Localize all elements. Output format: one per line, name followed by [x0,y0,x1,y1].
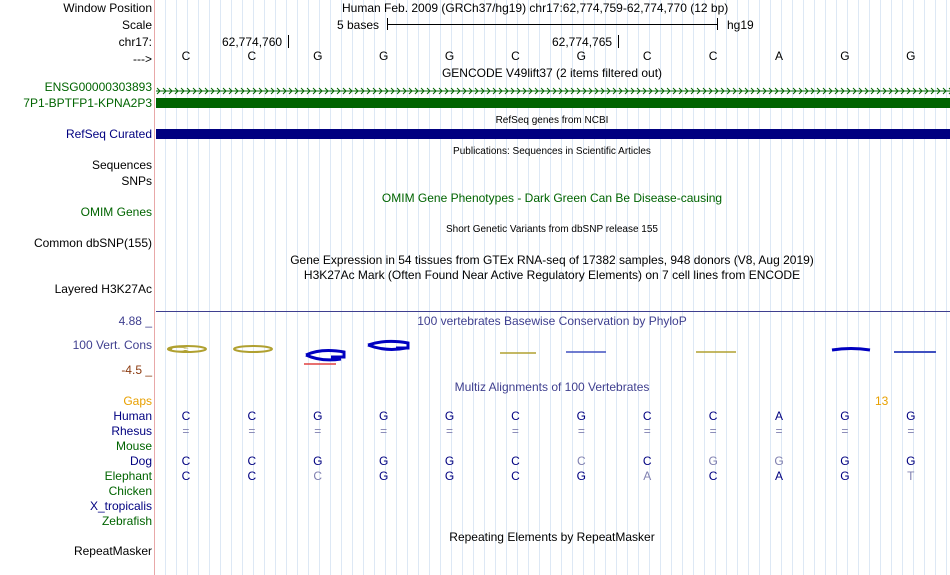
track-label-dbsnp[interactable]: Common dbSNP(155) [33,236,152,250]
rhesus-base: = [380,424,388,438]
h3k27ac-track-title: H3K27Ac Mark (Often Found Near Active Regulatory Elements) on 7 cell lines from ENCODE [303,268,801,282]
scale-bar-right-tick [717,18,718,30]
phylop-mark-2 [234,346,272,352]
human-base: G [576,409,587,423]
phylop-logo [156,336,950,370]
track-label-omim[interactable]: OMIM Genes [80,205,152,219]
scale-bases-text: 5 bases [337,18,380,32]
phylop-top-line [156,311,950,312]
human-base: C [511,409,520,423]
scale-bar [387,24,718,25]
rhesus-base: = [643,424,651,438]
dbsnp-track-title: Short Genetic Variants from dbSNP release 155 [446,224,658,235]
elephant-base: G [378,469,389,483]
elephant-base: G [576,469,587,483]
species-label-chicken[interactable]: Chicken [108,484,152,498]
base-letter: C [247,49,257,63]
phylop-mark-11 [832,349,870,351]
rhesus-base: = [248,424,256,438]
base-sequence-row [0,49,950,64]
rhesus-base: = [446,424,454,438]
repeatmasker-track-title: Repeating Elements by RepeatMasker [449,530,655,544]
gene-track-bptfp1[interactable] [156,98,950,108]
dog-base: C [511,454,520,468]
position-tick-1 [288,35,289,48]
rhesus-base: = [841,424,849,438]
base-letter: G [840,49,850,63]
track-label-ensg[interactable]: ENSG00000303893 [44,80,152,94]
phylop-mark-4 [368,341,408,349]
phylop-mark-3 [306,351,344,360]
human-base: C [642,409,652,423]
species-label-human[interactable]: Human [113,409,152,423]
dog-base: C [247,454,257,468]
base-letter: C [642,49,652,63]
elephant-base: T [907,469,915,483]
refseq-gene-bar[interactable] [156,129,950,139]
dog-base: C [577,454,586,468]
omim-track-title: OMIM Gene Phenotypes - Dark Green Can Be Disease-causing [381,191,723,205]
dog-base: G [774,454,784,468]
base-letter: G [576,49,587,63]
human-base: G [444,409,455,423]
rhesus-base: = [907,424,915,438]
dog-base: C [642,454,652,468]
gtex-track-title: Gene Expression in 54 tissues from GTEx RNA-seq of 17382 samples, 948 donors (V8, Aug 2019) [290,253,814,267]
dog-base: G [313,454,323,468]
rhesus-base: = [314,424,322,438]
scale-assembly-text: hg19 [727,18,754,32]
rhesus-base: = [511,424,519,438]
track-label-repeatmasker[interactable]: RepeatMasker [73,544,152,558]
publications-track-title: Publications: Sequences in Scientific Articles [453,146,651,157]
track-label-gene2[interactable]: 7P1-BPTFP1-KPNA2P3 [23,96,152,110]
elephant-base: A [643,469,652,483]
dog-base: G [840,454,850,468]
human-base: G [840,409,850,423]
human-base: C [708,409,718,423]
refseq-track-title: RefSeq genes from NCBI [495,115,609,126]
window-position-label: Window Position [63,1,152,15]
species-label-elephant[interactable]: Elephant [104,469,152,483]
human-base: G [906,409,916,423]
track-label-h3k27ac[interactable]: Layered H3K27Ac [54,282,152,296]
species-label-zebrafish[interactable]: Zebrafish [101,514,152,528]
multiz-track-title: Multiz Alignments of 100 Vertebrates [454,380,650,394]
species-label-mouse[interactable]: Mouse [115,439,152,453]
cons-min-label: -4.5 _ [121,363,152,377]
species-label-x-tropicalis[interactable]: X_tropicalis [89,499,152,513]
gaps-count: 13 [875,394,889,408]
human-base: G [313,409,323,423]
position-tick-label-1: 62,774,760 [222,35,283,49]
gene-track-ensg[interactable] [156,84,950,92]
dog-base: G [906,454,916,468]
label-separator [154,0,155,575]
base-letter: C [708,49,718,63]
human-base: C [181,409,191,423]
elephant-base: C [708,469,718,483]
species-label-rhesus[interactable]: Rhesus [111,424,152,438]
dog-base: C [181,454,191,468]
elephant-base: A [775,469,784,483]
track-label-gaps[interactable]: Gaps [123,394,152,408]
base-letter: G [444,49,455,63]
human-base: A [775,409,784,423]
strand-arrow-label: ---> [133,52,152,66]
base-letter: A [775,49,784,63]
track-label-snps[interactable]: SNPs [121,174,152,188]
track-label-sequences[interactable]: Sequences [91,158,152,172]
phylop-mark-1: C [165,345,190,353]
species-label-dog[interactable]: Dog [129,454,152,468]
human-base: C [247,409,257,423]
chr-label: chr17: [118,35,152,49]
rhesus-base: = [709,424,717,438]
dog-base: G [708,454,718,468]
scale-bar-left-tick [387,18,388,30]
track-label-refseq[interactable]: RefSeq Curated [65,127,152,141]
rhesus-sequence-row [0,424,950,439]
gencode-track-title: GENCODE V49lift37 (2 items filtered out) [441,66,663,80]
rhesus-base: = [182,424,190,438]
elephant-base: C [181,469,191,483]
dog-base: G [378,454,389,468]
human-sequence-row [0,409,950,424]
position-tick-label-2: 62,774,765 [552,35,613,49]
base-letter: C [511,49,520,63]
base-letter: G [378,49,389,63]
cons-max-label: 4.88 _ [118,314,152,328]
dog-sequence-row [0,454,950,469]
gene-arrow-line [156,87,950,95]
human-base: G [378,409,389,423]
phylop-track-title: 100 vertebrates Basewise Conservation by PhyloP [417,314,687,328]
base-letter: C [181,49,191,63]
base-letter: G [906,49,916,63]
elephant-base: C [247,469,257,483]
elephant-base: C [511,469,520,483]
base-letter: G [313,49,323,63]
elephant-base: G [840,469,850,483]
elephant-base: G [444,469,455,483]
track-label-cons[interactable]: 100 Vert. Cons [72,338,152,352]
position-tick-2 [618,35,619,48]
rhesus-base: = [577,424,585,438]
elephant-base: C [313,469,323,483]
rhesus-base: = [775,424,783,438]
dog-base: G [444,454,455,468]
scale-label: Scale [121,18,152,32]
elephant-sequence-row [0,469,950,484]
window-position-text: Human Feb. 2009 (GRCh37/hg19) chr17:62,774,759-62,774,770 (12 bp) [342,1,729,15]
